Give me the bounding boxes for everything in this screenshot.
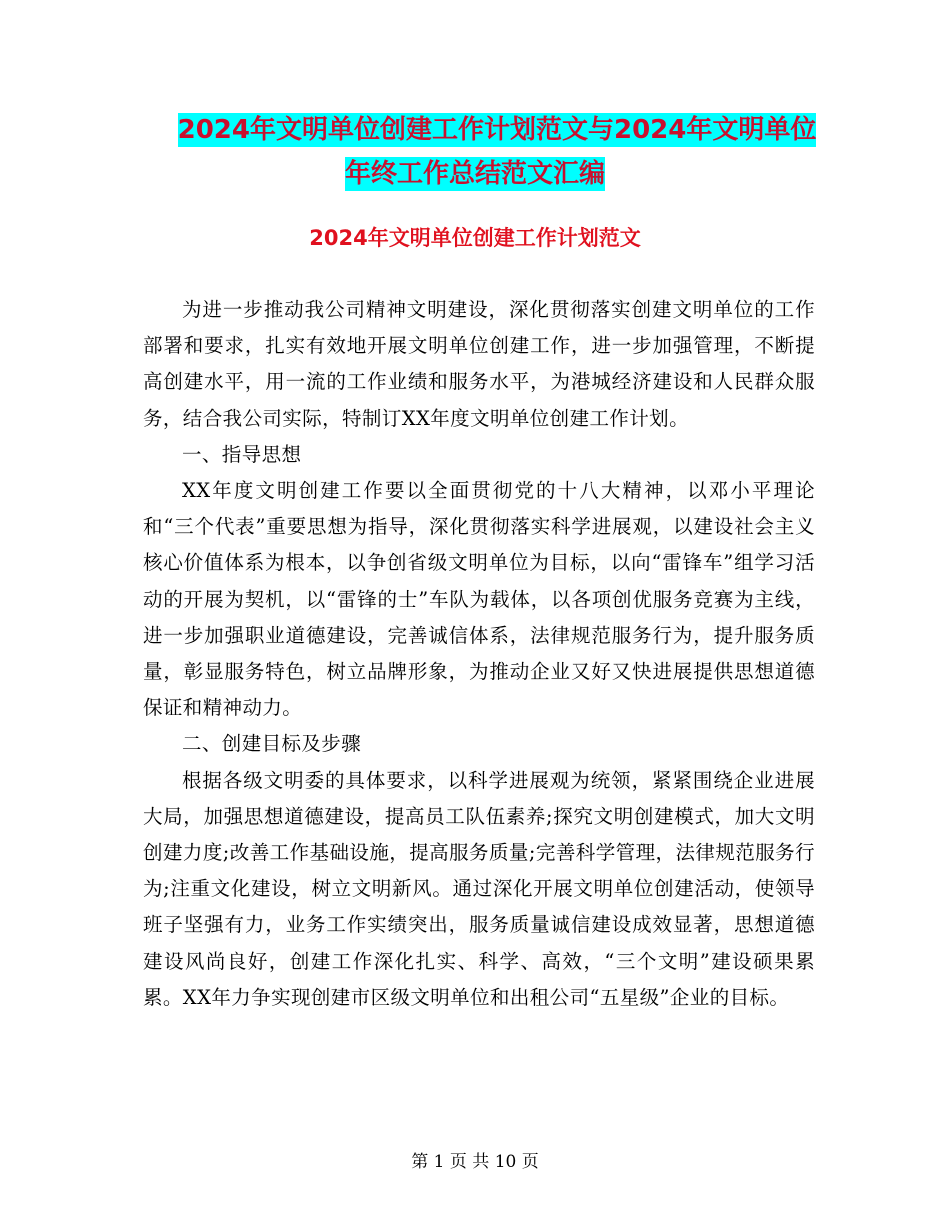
document-title-line-2 <box>0 152 950 196</box>
paragraph-intro: 为进一步推动我公司精神文明建设，深化贯彻落实创建文明单位的工作部署和要求，扎实有效地开展文明单位创建工作，进一步加强管理，不断提高创建水平，用一流的工作业绩和服务水平，为港城经济建设和人民群众服务，结合我公司实际，特制订XX年度文明单位创建工作计划。 <box>143 298 815 430</box>
document-body <box>143 292 815 1016</box>
title-line-1-text: 2024年文明单位创建工作计划范文与2024年文明单位 <box>177 115 817 145</box>
section-subtitle: 2024年文明单位创建工作计划范文 <box>309 226 641 250</box>
document-title-line-1 <box>22 108 950 152</box>
heading-guiding-ideology: 一、指导思想 <box>182 442 302 466</box>
paragraph-goals-and-steps: 根据各级文明委的具体要求，以科学进展观为统领，紧紧围绕企业进展大局，加强思想道德建设，提高员工队伍素养;探究文明创建模式，加大文明创建力度;改善工作基础设施，提高服务质量;完善科学管理，法律规范服务行为;注重文化建设，树立文明新风。通过深化开展文明单位创建活动，使领导班子坚强有力，业务工作实绩突出，服务质量诚信建设成效显著，思想道德建设风尚良好，创建工作深化扎实、科学、高效，“三个文明”建设硕果累累。XX年力争实现创建市区级文明单位和出租公司“五星级”企业的目标。 <box>143 768 815 1009</box>
title-line-2-text: 年终工作总结范文汇编 <box>344 159 605 189</box>
page-footer: 第 1 页 共 10 页 <box>411 1152 539 1172</box>
heading-goals-and-steps: 二、创建目标及步骤 <box>182 732 362 756</box>
paragraph-guiding-ideology: XX年度文明创建工作要以全面贯彻党的十八大精神，以邓小平理论和“三个代表”重要思想为指导，深化贯彻落实科学进展观，以建设社会主义核心价值体系为根本，以争创省级文明单位为目标，以向“雷锋车”组学习活动的开展为契机，以“雷锋的士”车队为载体，以各项创优服务竞赛为主线，进一步加强职业道德建设，完善诚信体系，法律规范服务行为，提升服务质量，彰显服务特色，树立品牌形象，为推动企业又好又快进展提供思想道德保证和精神动力。 <box>143 479 815 720</box>
